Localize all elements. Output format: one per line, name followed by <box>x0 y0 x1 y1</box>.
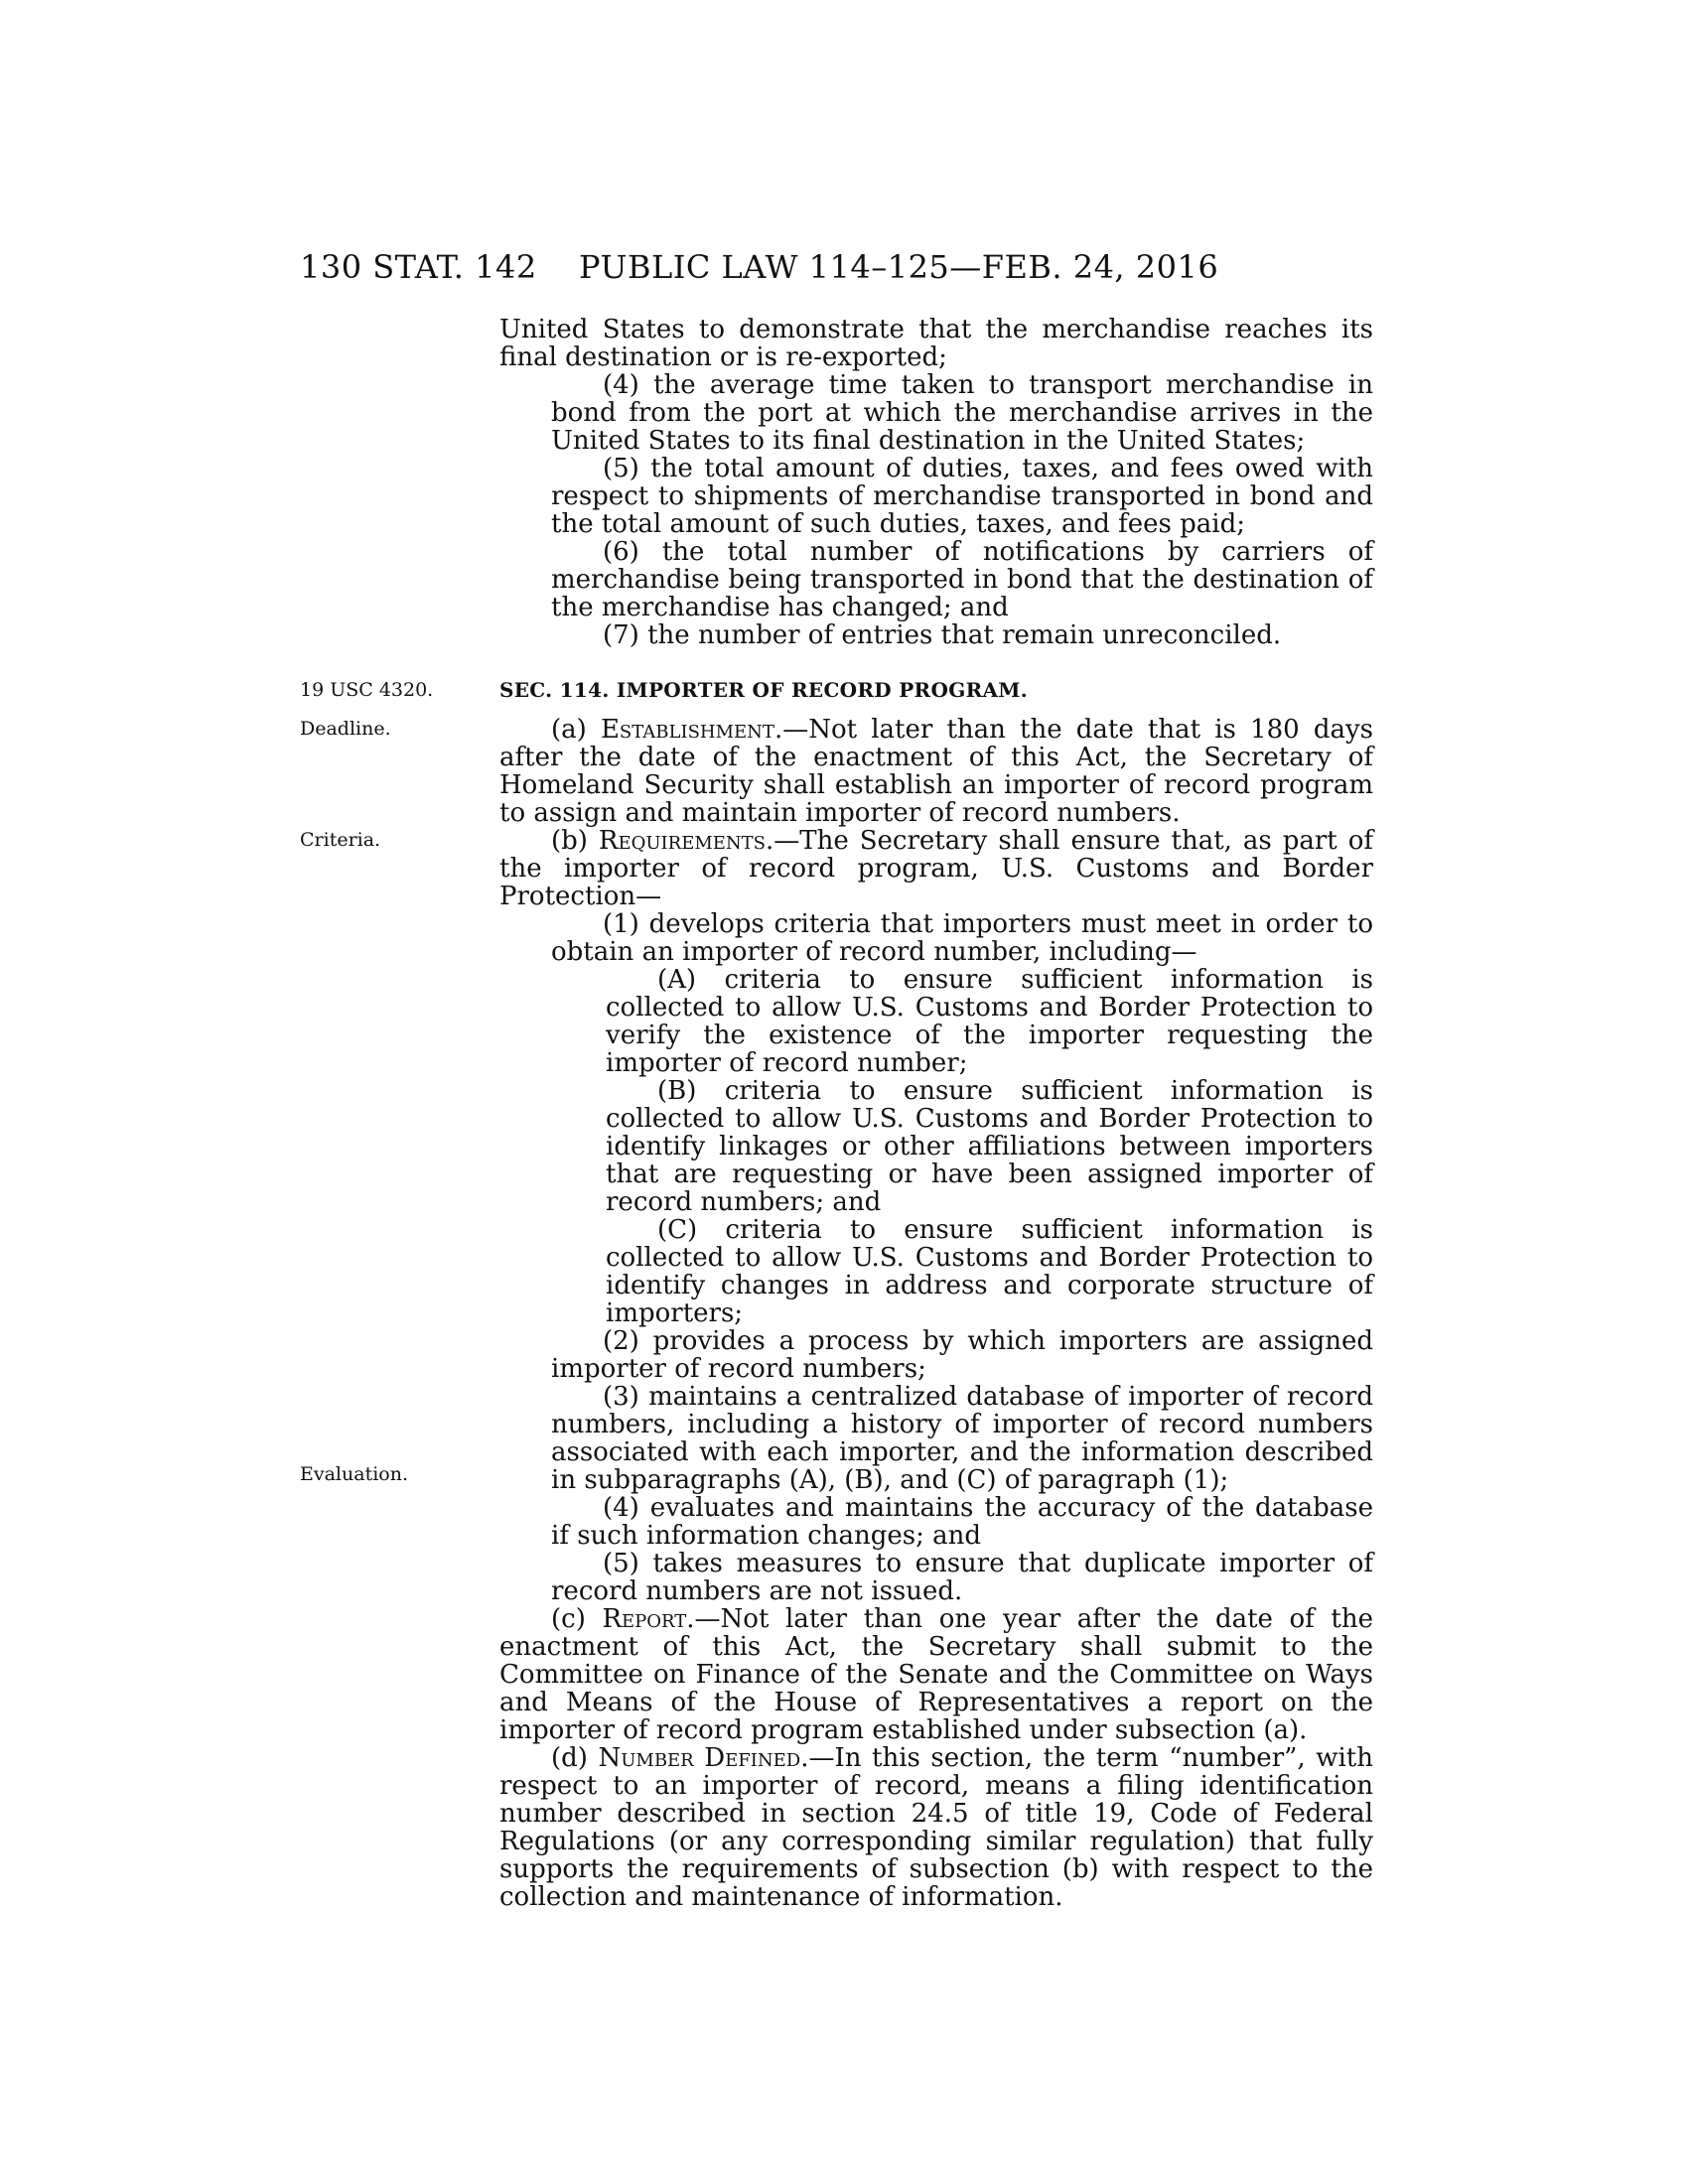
subparagraph-a: (A) criteria to ensure sufficient information is collected to allow U.S. Customs and Border Protection to verify the existence of the importer requesting the importer of record number; <box>606 965 1373 1078</box>
continuation-block <box>499 316 1373 649</box>
subsection-a-label: (a) <box>551 715 601 745</box>
paragraph-6: (6) the total number of notifications by carriers of merchandise being transported in bond that the destination of the merchandise has changed; and <box>551 537 1373 622</box>
stat-page-reference: 130 STAT. 142 <box>300 248 537 286</box>
subsection-c-caption: Report <box>602 1604 687 1634</box>
subsection-b-paragraph-4: (4) evaluates and maintains the accuracy of the database if such information changes; and <box>551 1493 1373 1551</box>
subsection-b <box>499 827 1373 910</box>
subsection-d-text: .—In this section, the term “number”, with respect to an importer of record, means a filing identification number described in section 24.5 of title 19, Code of Federal Regulations (or any corresponding similar regulation) that fully supports the requirements of subsection (b) with respect to the collection and maintenance of information. <box>499 1743 1373 1912</box>
margin-note-usc: 19 USC 4320. <box>300 679 434 701</box>
margin-note-criteria: Criteria. <box>300 829 381 851</box>
subsection-d-caption: Number Defined <box>598 1743 801 1773</box>
subparagraph-b: (B) criteria to ensure sufficient information is collected to allow U.S. Customs and Border Protection to identify linkages or other affiliations between importers that are requesting or have been assigned importer of record numbers; and <box>606 1076 1373 1217</box>
subsection-b-paragraph-1: (1) develops criteria that importers must meet in order to obtain an importer of record number, including— <box>551 909 1373 967</box>
subsection-c-text: .—Not later than one year after the date of the enactment of this Act, the Secretary shall submit to the Committee on Finance of the Senate and the Committee on Ways and Means of the House of Representatives a report on the importer of record program established under subsection (a). <box>499 1604 1373 1745</box>
margin-note-deadline: Deadline. <box>300 718 391 740</box>
section-body <box>499 716 1373 1911</box>
subsection-b-caption: Requirements <box>598 826 767 856</box>
subsection-c <box>499 1605 1373 1744</box>
paragraph-4: (4) the average time taken to transport merchandise in bond from the port at which the merchandise arrives in the United States to its final destination in the United States; <box>551 370 1373 456</box>
subsection-b-label: (b) <box>551 826 599 856</box>
subsection-b-paragraph-2: (2) provides a process by which importers are assigned importer of record numbers; <box>551 1326 1373 1384</box>
section-heading: SEC. 114. IMPORTER OF RECORD PROGRAM. <box>499 678 1029 702</box>
subsection-a-text: .—Not later than the date that is 180 days after the date of the enactment of this Act, the Secretary of Homeland Security shall establish an importer of record program to assign and maintain importer of record numbers. <box>499 715 1373 828</box>
subparagraph-c: (C) criteria to ensure sufficient information is collected to allow U.S. Customs and Border Protection to identify changes in address and corporate structure of importers; <box>606 1215 1373 1328</box>
continuation-paragraph: United States to demonstrate that the merchandise reaches its final destination or is re-exported; <box>499 315 1373 372</box>
subsection-a-caption: Establishment <box>600 715 774 745</box>
page-header-title: PUBLIC LAW 114–125—FEB. 24, 2016 <box>579 248 1219 286</box>
subsection-d-label: (d) <box>551 1743 599 1773</box>
margin-note-evaluation: Evaluation. <box>300 1463 408 1485</box>
subsection-d <box>499 1744 1373 1911</box>
paragraph-7: (7) the number of entries that remain unreconciled. <box>603 620 1282 650</box>
subsection-a <box>499 716 1373 827</box>
subsection-c-label: (c) <box>551 1604 603 1634</box>
subsection-b-paragraph-5: (5) takes measures to ensure that duplicate importer of record numbers are not issued. <box>551 1549 1373 1606</box>
subsection-b-text: .—The Secretary shall ensure that, as part of the importer of record program, U.S. Customs and Border Protection— <box>499 826 1373 911</box>
paragraph-5: (5) the total amount of duties, taxes, and fees owed with respect to shipments of merchandise transported in bond and the total amount of such duties, taxes, and fees paid; <box>551 454 1373 539</box>
subsection-b-paragraph-3: (3) maintains a centralized database of importer of record numbers, including a history of importer of record numbers associated with each importer, and the information described in subparagraphs (A), (B), and (C) of paragraph (1); <box>551 1382 1373 1495</box>
